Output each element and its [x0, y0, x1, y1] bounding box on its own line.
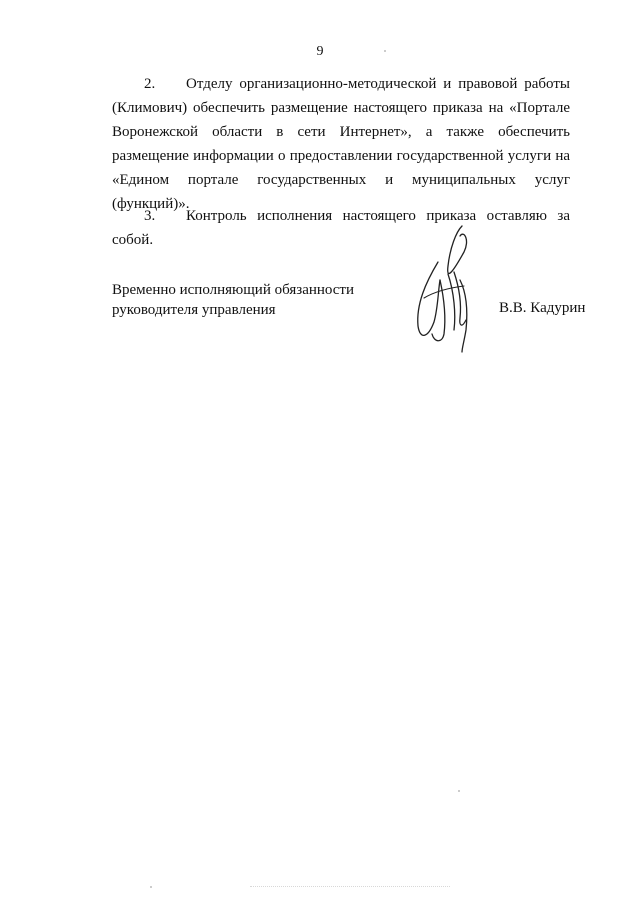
handwritten-signature	[404, 222, 494, 354]
paragraph-text: Отделу организационно-методической и правовой работы (Климович) обеспечить размещение настоящего приказа на «Портале Воронежской области в сети Интернет», а также обеспечить размещение информации о предоставлении государственной услуги на «Едином портале государственных и муниципальных услуг (функций)».	[112, 76, 570, 212]
position-line-2: руководителя управления	[112, 302, 276, 318]
scan-artifact	[250, 886, 450, 889]
paragraph-number: 3.	[144, 208, 156, 224]
paragraph-2	[112, 72, 570, 216]
page-number: 9	[316, 44, 324, 59]
scan-dot	[150, 886, 152, 888]
signer-name: В.В. Кадурин	[499, 300, 586, 316]
paragraph-number: 2.	[144, 76, 156, 92]
paragraph-3	[112, 204, 570, 252]
signatory-position	[112, 280, 354, 320]
paragraph-text: Контроль исполнения настоящего приказа оставляю за собой.	[112, 208, 570, 248]
scan-dot	[458, 790, 460, 792]
scan-dot	[384, 50, 386, 52]
position-line-1: Временно исполняющий обязанности	[112, 282, 355, 298]
